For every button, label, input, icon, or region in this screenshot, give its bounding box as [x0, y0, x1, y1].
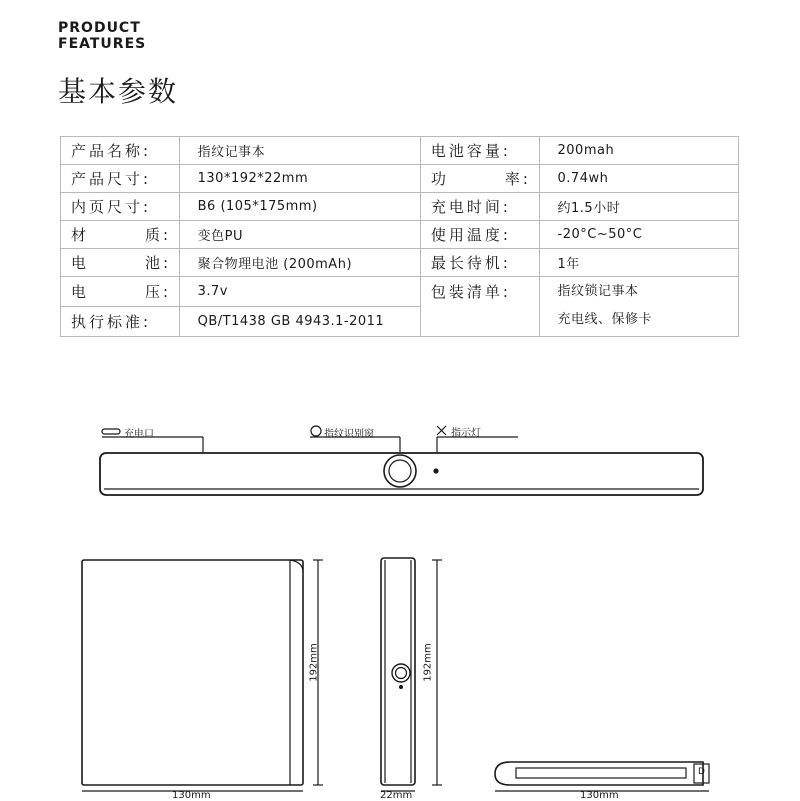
spec-label: 产品名称: — [61, 137, 180, 165]
clasp-mark: D — [698, 767, 705, 777]
spec-value: 130*192*22mm — [179, 165, 420, 193]
spec-label: 最长待机: — [420, 249, 539, 277]
bottom-view-body — [495, 762, 703, 785]
spec-value: 0.74wh — [539, 165, 738, 193]
spec-label: 执行标准: — [61, 307, 180, 337]
spec-value: 约1.5小时 — [539, 193, 738, 221]
heading-line-product: PRODUCT — [58, 20, 141, 36]
spec-label-part: 池: — [144, 254, 171, 272]
indicator-dot — [434, 469, 438, 473]
spec-value: B6 (105*175mm) — [179, 193, 420, 221]
fingerprint-sensor-inner — [389, 460, 411, 482]
spec-label-part: 材 — [71, 226, 90, 244]
package-item: 充电线、保修卡 — [557, 312, 653, 327]
spec-label: 包装清单: — [420, 277, 539, 337]
spec-label-part: 电 — [71, 283, 90, 301]
package-item: 指纹锁记事本 — [557, 284, 639, 299]
heading-line-features: FEATURES — [58, 36, 147, 52]
side-indicator-dot — [400, 686, 403, 689]
spec-value: 指纹记事本 — [179, 137, 420, 165]
bottom-width-dimension: 130mm — [580, 790, 619, 801]
spec-value: -20°C~50°C — [539, 221, 738, 249]
side-height-dimension: 192mm — [422, 643, 434, 682]
spec-label-part: 功 — [430, 170, 449, 188]
bottom-view-pages — [516, 768, 686, 778]
page-title: 基本参数 — [58, 75, 179, 108]
spec-label-part: 质: — [144, 226, 171, 244]
spec-value: QB/T1438 GB 4943.1-2011 — [179, 307, 420, 337]
spec-value: 200mah — [539, 137, 738, 165]
front-view-corner — [290, 560, 303, 572]
spec-label: 产品尺寸: — [61, 165, 180, 193]
charge-port-icon — [102, 429, 120, 434]
indicator-light-icon — [437, 426, 446, 435]
spec-value: 变色PU — [179, 221, 420, 249]
spec-label-part: 电 — [71, 254, 90, 272]
front-height-dimension: 192mm — [308, 643, 320, 682]
charge-port-label: 充电口 — [124, 429, 154, 440]
spec-value: 聚合物理电池 (200mAh) — [179, 249, 420, 277]
fingerprint-window-label: 指纹识别窗 — [324, 429, 374, 440]
indicator-light-label: 指示灯 — [451, 428, 481, 439]
spec-label: 充电时间: — [420, 193, 539, 221]
spec-label: 使用温度: — [420, 221, 539, 249]
side-fingerprint-icon — [392, 664, 410, 682]
front-view-body — [82, 560, 303, 785]
spec-label: 电池容量: — [420, 137, 539, 165]
spec-value: 1年 — [539, 249, 738, 277]
spec-label-part: 压: — [144, 283, 171, 301]
spec-label-part: 率: — [504, 170, 531, 188]
fingerprint-window-icon — [311, 426, 321, 436]
side-fingerprint-inner — [396, 668, 407, 679]
front-width-dimension: 130mm — [172, 790, 211, 801]
spec-label: 内页尺寸: — [61, 193, 180, 221]
spec-value: 3.7v — [179, 277, 420, 307]
side-width-dimension: 22mm — [380, 790, 413, 801]
